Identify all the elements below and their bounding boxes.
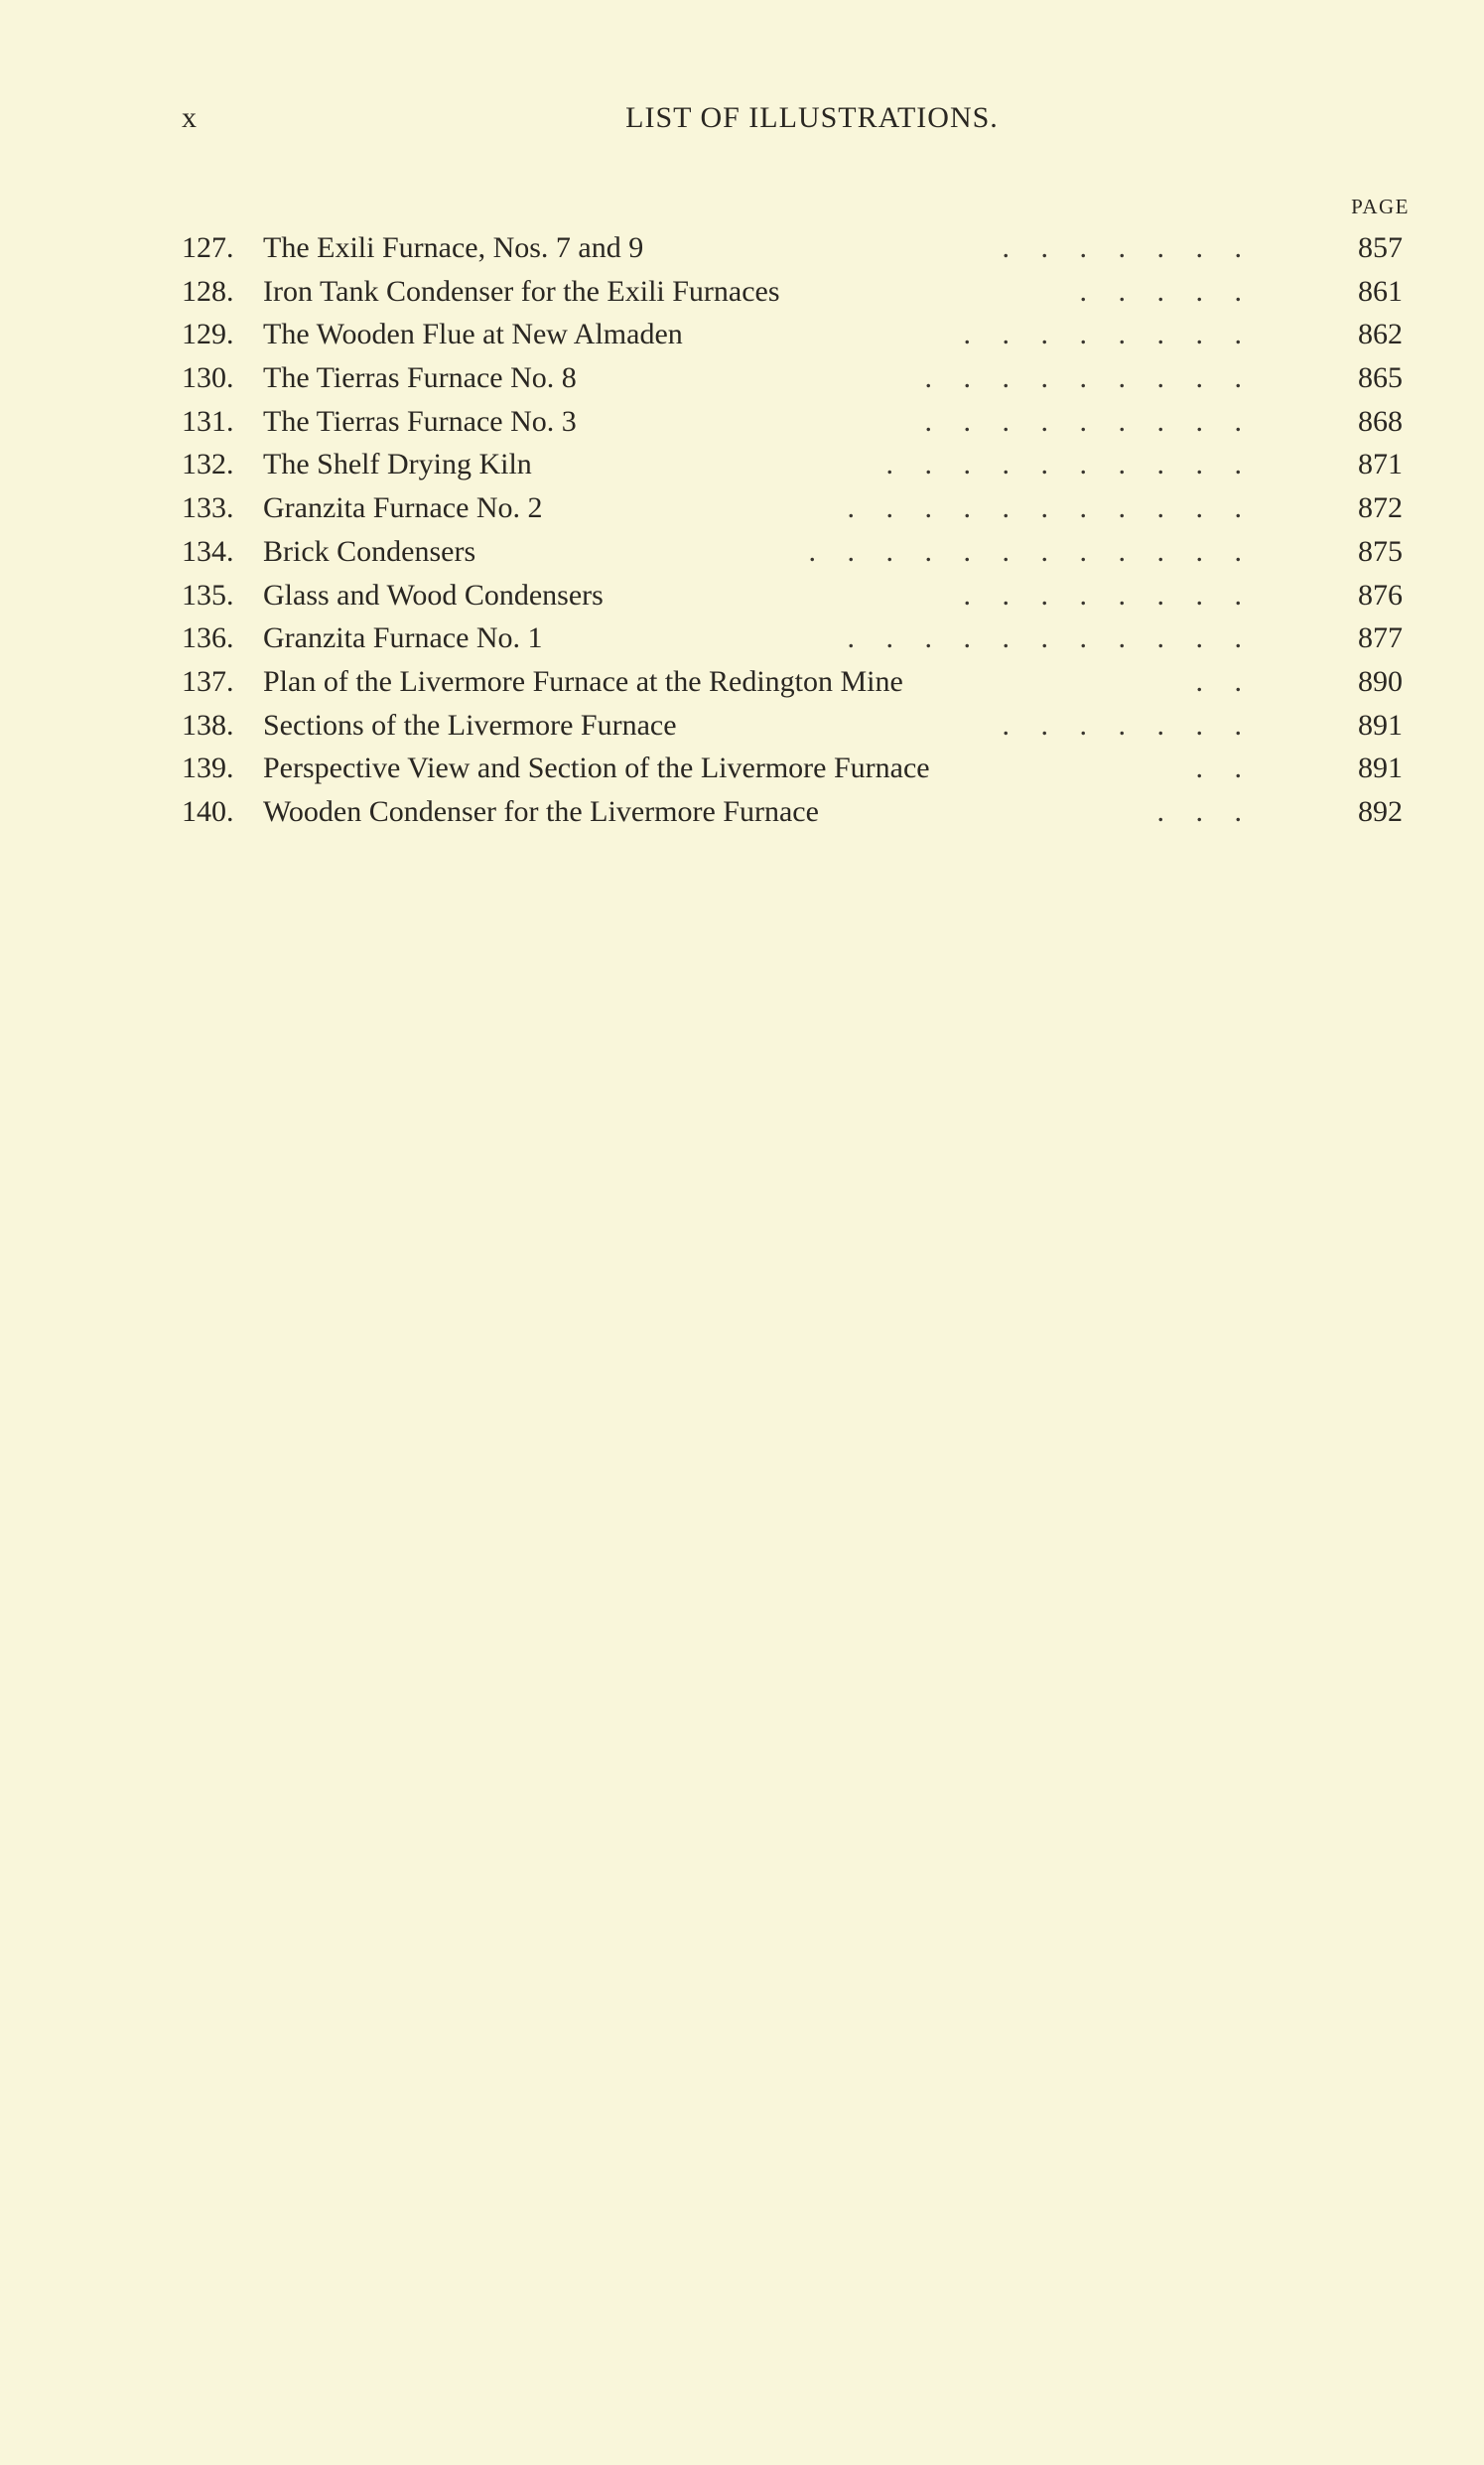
page-number: 872: [1358, 491, 1403, 525]
illustration-title: The Shelf Drying Kiln: [263, 448, 532, 481]
list-item: [182, 704, 1403, 748]
illustration-title: Sections of the Livermore Furnace: [263, 708, 677, 742]
dot-leader: . . . . . . . .: [963, 318, 1254, 351]
dot-leader: . .: [1195, 752, 1254, 785]
running-title: LIST OF ILLUSTRATIONS.: [625, 101, 999, 134]
page-number: 890: [1358, 664, 1403, 698]
page-number: 892: [1358, 794, 1403, 828]
list-item: [182, 270, 1403, 314]
list-item: [182, 616, 1403, 660]
illustration-number: 130.: [182, 361, 234, 395]
list-item: [182, 443, 1403, 486]
illustration-title: The Wooden Flue at New Almaden: [263, 318, 683, 351]
illustration-number: 133.: [182, 491, 234, 525]
page-folio: x: [182, 101, 198, 134]
list-item: [182, 574, 1403, 617]
dot-leader: . . . . . . . . .: [924, 404, 1254, 438]
illustration-title: The Tierras Furnace No. 3: [263, 404, 577, 438]
dot-leader: . . . . . . . . .: [924, 361, 1254, 395]
page-number: 865: [1358, 361, 1403, 395]
dot-leader: . . . . . . . . . . .: [847, 491, 1254, 525]
illustration-title: Wooden Condenser for the Livermore Furnace: [263, 794, 819, 828]
illustration-title: Brick Condensers: [263, 534, 476, 568]
illustration-number: 138.: [182, 708, 234, 742]
list-item: [182, 356, 1403, 400]
list-item: [182, 400, 1403, 444]
illustration-number: 137.: [182, 664, 234, 698]
dot-leader: . . . . . . .: [1002, 708, 1254, 742]
page-number: 861: [1358, 274, 1403, 308]
page-number: 891: [1358, 708, 1403, 742]
dot-leader: . . . . . . .: [1002, 231, 1254, 264]
page-number: 875: [1358, 534, 1403, 568]
page-number: 891: [1358, 752, 1403, 785]
illustration-number: 135.: [182, 578, 234, 612]
illustration-number: 132.: [182, 448, 234, 481]
illustration-title: Glass and Wood Condensers: [263, 578, 604, 612]
page-number: 871: [1358, 448, 1403, 481]
illustration-number: 129.: [182, 318, 234, 351]
illustration-title: Granzita Furnace No. 2: [263, 491, 543, 525]
page-column-label: PAGE: [1351, 195, 1410, 218]
dot-leader: . . . . .: [1079, 274, 1254, 308]
page-number: 857: [1358, 231, 1403, 264]
illustration-number: 128.: [182, 274, 234, 308]
dot-leader: . . .: [1156, 794, 1254, 828]
illustration-number: 139.: [182, 752, 234, 785]
illustration-number: 140.: [182, 794, 234, 828]
list-item: [182, 747, 1403, 790]
illustration-number: 136.: [182, 621, 234, 655]
illustration-number: 134.: [182, 534, 234, 568]
page-number: 876: [1358, 578, 1403, 612]
illustration-title: The Tierras Furnace No. 8: [263, 361, 577, 395]
page-number: 868: [1358, 404, 1403, 438]
illustration-title: The Exili Furnace, Nos. 7 and 9: [263, 231, 644, 264]
illustration-title: Iron Tank Condenser for the Exili Furnaces: [263, 274, 780, 308]
dot-leader: . .: [1195, 664, 1254, 698]
page-number: 862: [1358, 318, 1403, 351]
dot-leader: . . . . . . . . . . .: [847, 621, 1254, 655]
list-item: [182, 530, 1403, 574]
list-item: [182, 486, 1403, 530]
list-item: [182, 313, 1403, 356]
dot-leader: . . . . . . . . . .: [885, 448, 1254, 481]
illustration-number: 127.: [182, 231, 234, 264]
list-item: [182, 660, 1403, 704]
illustration-title: Granzita Furnace No. 1: [263, 621, 543, 655]
page-header: [182, 101, 1403, 145]
dot-leader: . . . . . . . . . . . .: [808, 534, 1254, 568]
dot-leader: . . . . . . . .: [963, 578, 1254, 612]
illustration-number: 131.: [182, 404, 234, 438]
list-item: [182, 226, 1403, 270]
page-number: 877: [1358, 621, 1403, 655]
illustration-list: [182, 226, 1403, 834]
illustration-title: Plan of the Livermore Furnace at the Redington Mine: [263, 664, 903, 698]
list-item: [182, 790, 1403, 834]
illustration-title: Perspective View and Section of the Livermore Furnace: [263, 752, 930, 785]
